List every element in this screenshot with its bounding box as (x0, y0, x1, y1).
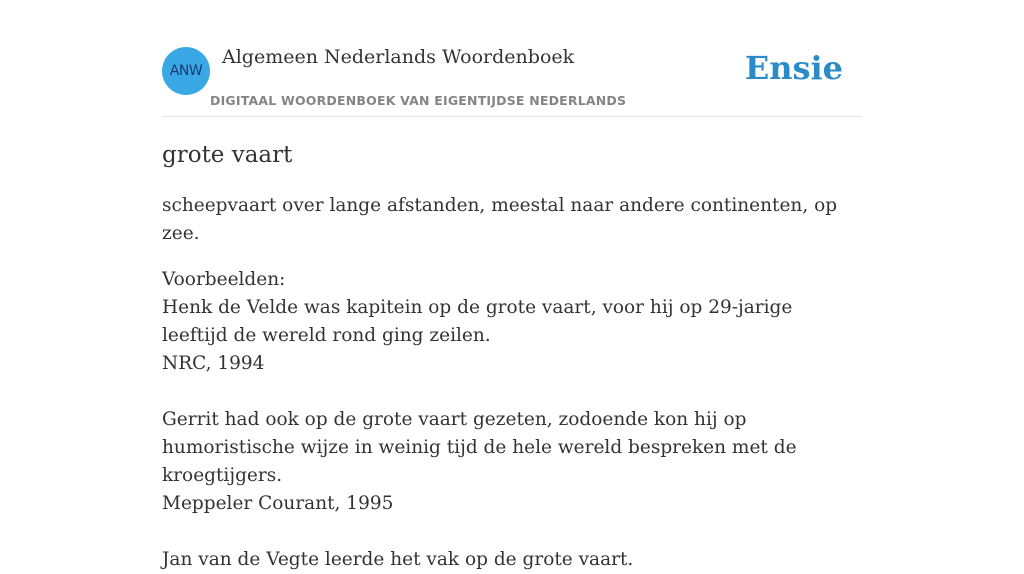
entry-content (162, 140, 862, 574)
example-text: Jan van de Vegte leerde het vak op de grote vaart. (162, 549, 634, 570)
logo-text: ANW (169, 63, 203, 79)
site-subtitle: DIGITAAL WOORDENBOEK VAN EIGENTIJDSE NEDERLANDS (210, 93, 627, 108)
definition: scheepvaart over lange afstanden, meestal naar andere continenten, op zee. (162, 195, 838, 244)
examples-section (162, 266, 862, 574)
headword: grote vaart (162, 142, 293, 168)
examples-label: Voorbeelden: (162, 269, 286, 290)
example-item (162, 546, 862, 574)
example-source: NRC, 1994 (162, 353, 265, 374)
anw-logo[interactable] (162, 47, 210, 95)
example-item (162, 406, 862, 518)
example-text: Henk de Velde was kapitein op de grote vaart, voor hij op 29-jarige leeftijd de wereld rond ging zeilen. (162, 297, 793, 346)
example-item (162, 294, 862, 378)
example-source: Meppeler Courant, 1995 (162, 493, 394, 514)
site-header (162, 46, 862, 117)
site-title[interactable]: Algemeen Nederlands Woordenboek (222, 46, 575, 68)
example-text: Gerrit had ook op de grote vaart gezeten, zodoende kon hij op humoristische wijze in weinig tijd de hele wereld bespreken met de kroegtijgers. (162, 409, 797, 486)
ensie-brand-link[interactable]: Ensie (744, 49, 843, 87)
